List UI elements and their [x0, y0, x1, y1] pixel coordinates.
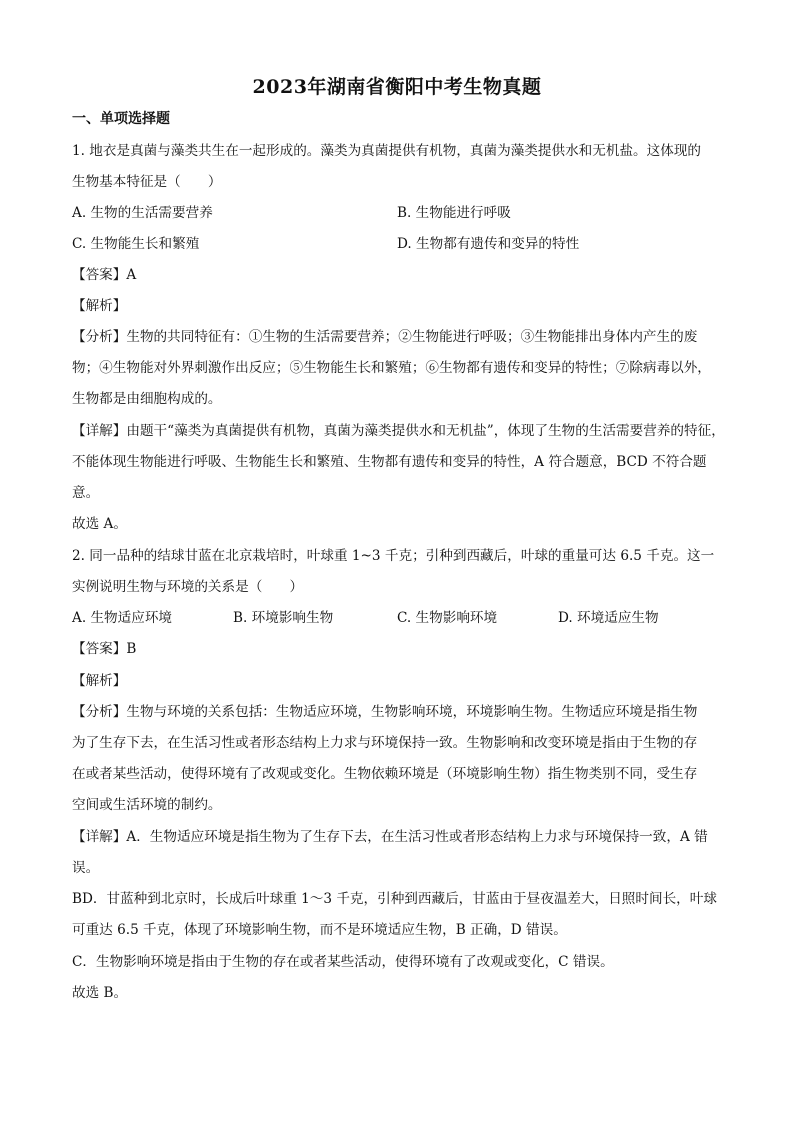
q2-fenxi-line-1: 【分析】生物与环境的关系包括：生物适应环境，生物影响环境，环境影响生物。生物适应环境是指生物 [72, 704, 698, 720]
q2-detail-line-2: 误。 [72, 860, 100, 876]
q1-fenxi-line-2: 物；④生物能对外界刺激作出反应；⑤生物能生长和繁殖；⑥生物都有遗传和变异的特性；⑦除病毒以外， [72, 360, 711, 376]
q1-option-a: A. 生物的生活需要营养 [72, 205, 213, 221]
q2-option-c: C. 生物影响环境 [397, 610, 498, 626]
q2-option-d: D. 环境适应生物 [558, 610, 659, 626]
q1-stem-line-2: 生物基本特征是（ ） [72, 174, 222, 190]
q1-detail-line-1: 【详解】由题干“藻类为真菌提供有机物，真菌为藻类提供水和无机盐”，体现了生物的生活需要营养的特征， [72, 423, 725, 439]
q1-detail-line-3: 意。 [72, 485, 100, 501]
q1-stem-line-1: 1. 地衣是真菌与藻类共生在一起形成的。藻类为真菌提供有机物，真菌为藻类提供水和无机盐。这体现的 [72, 143, 702, 159]
q2-option-b: B. 环境影响生物 [233, 610, 334, 626]
q2-answer: 【答案】B [72, 641, 137, 657]
q1-fenxi-line-3: 生物都是由细胞构成的。 [72, 391, 222, 407]
q1-detail-line-2: 不能体现生物能进行呼吸、生物能生长和繁殖、生物都有遗传和变异的特性，A 符合题意，BCD 不符合题 [72, 454, 707, 470]
q1-analysis-heading: 【解析】 [72, 298, 127, 314]
q2-conclusion: 故选 B。 [72, 985, 128, 1001]
q1-option-c: C. 生物能生长和繁殖 [72, 236, 200, 252]
q1-conclusion: 故选 A。 [72, 516, 127, 532]
q1-option-d: D. 生物都有遗传和变异的特性 [397, 236, 580, 252]
q2-fenxi-line-3: 在或者某些活动，使得环境有了改观或变化。生物依赖环境是（环境影响生物）指生物类别不同，受生存 [72, 766, 698, 782]
q2-c-line: C．生物影响环境是指由于生物的存在或者某些活动，使得环境有了改观或变化，C 错误。 [72, 954, 614, 970]
q1-fenxi-line-1: 【分析】生物的共同特征有：①生物的生活需要营养；②生物能进行呼吸；③生物能排出身体内产生的废 [72, 329, 698, 345]
q1-option-b: B. 生物能进行呼吸 [397, 205, 511, 221]
q2-fenxi-line-4: 空间或生活环境的制约。 [72, 797, 222, 813]
page-title: 2023年湖南省衡阳中考生物真题 [252, 76, 542, 98]
q2-stem-line-1: 2. 同一品种的结球甘蓝在北京栽培时，叶球重 1~3 千克；引种到西藏后，叶球的重量可达 6.5 千克。这一 [72, 548, 715, 564]
q2-detail-line-1: 【详解】A．生物适应环境是指生物为了生存下去，在生活习性或者形态结构上力求与环境保持一致，A 错 [72, 829, 708, 845]
q1-answer: 【答案】A [72, 267, 137, 283]
q2-bd-line-1: BD．甘蓝种到北京时，长成后叶球重 1～3 千克，引种到西藏后，甘蓝由于昼夜温差大，日照时间长，叶球 [72, 891, 717, 907]
section-heading: 一、单项选择题 [72, 111, 170, 127]
q2-fenxi-line-2: 为了生存下去，在生活习性或者形态结构上力求与环境保持一致。生物影响和改变环境是指由于生物的存 [72, 735, 698, 751]
q2-analysis-heading: 【解析】 [72, 673, 127, 689]
q2-stem-line-2: 实例说明生物与环境的关系是（ ） [72, 579, 304, 595]
q2-bd-line-2: 可重达 6.5 千克，体现了环境影响生物，而不是环境适应生物，B 正确，D 错误。 [72, 922, 567, 938]
q2-option-a: A. 生物适应环境 [72, 610, 173, 626]
